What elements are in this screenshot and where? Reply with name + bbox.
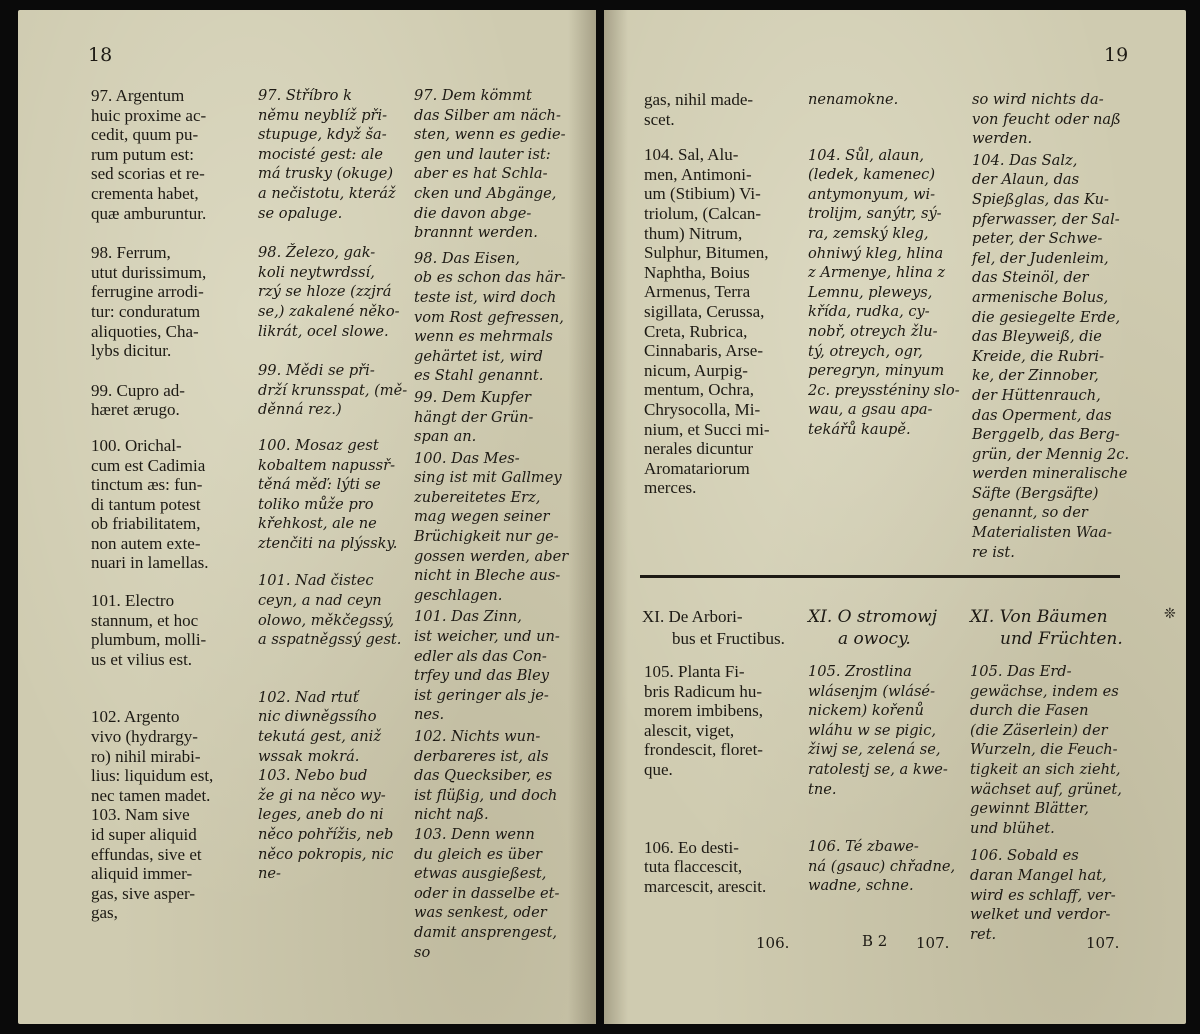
text-line: nes.: [414, 706, 445, 724]
text-line: du gleich es über: [414, 845, 543, 863]
left-page: [18, 10, 596, 1024]
text-line: stannum, et hoc: [91, 610, 199, 630]
text-line: ob friabilitatem,: [91, 514, 201, 534]
text-line: wau, a gsau apa-: [808, 401, 933, 419]
text-line: těná měď: lýti se: [258, 476, 381, 494]
right-page: [604, 10, 1186, 1024]
section-heading-german: [970, 606, 1123, 650]
text-line: 106. Sobald es: [970, 847, 1079, 865]
heading-line: a owocy.: [838, 629, 911, 649]
paragraph: [258, 361, 418, 420]
text-line: 105. Planta Fi-: [644, 662, 745, 681]
text-line: 104. Das Salz,: [972, 151, 1078, 169]
text-line: etwas ausgießest,: [414, 865, 547, 883]
text-line: že gi na něco wy-: [258, 786, 386, 804]
paragraph: [414, 86, 582, 243]
text-line: durch die Fasen: [970, 702, 1089, 720]
text-line: Wurzeln, die Feuch-: [970, 741, 1118, 759]
text-line: Cinnabaris, Arse-: [644, 341, 763, 361]
text-line: Aromatariorum: [644, 458, 750, 478]
text-line: fel, der Judenleim,: [972, 249, 1109, 267]
text-line: wächset auf, grünet,: [970, 780, 1122, 798]
text-line: tigkeit an sich zieht,: [970, 760, 1121, 778]
text-line: z Armenye, hlina z: [808, 264, 946, 282]
text-line: Säfte (Bergsäfte): [972, 484, 1099, 502]
text-line: gossen werden, aber: [414, 547, 569, 565]
text-line: tur: conduratum: [91, 301, 201, 321]
section-heading-czech: [808, 606, 937, 650]
paragraph: [644, 145, 802, 498]
text-line: křehkost, ale ne: [258, 515, 377, 533]
text-line: a nečistotu, kteráž: [258, 184, 396, 202]
text-line: derbareres ist, als: [414, 747, 549, 765]
text-line: kobaltem napussř-: [258, 456, 396, 474]
text-line: žiwj se, zelená se,: [808, 741, 941, 759]
text-line: ist weicher, und un-: [414, 628, 560, 646]
text-line: ná (gsauc) chřadne,: [808, 857, 956, 875]
paragraph: [414, 249, 582, 386]
text-line: das Operment, das: [972, 406, 1112, 424]
text-line: 97. Stříbro k: [258, 87, 352, 104]
text-line: tekutá gest, aniž: [258, 728, 382, 746]
text-line: id super aliquid: [91, 825, 197, 844]
text-line: wlásenjm (wlásé-: [808, 682, 935, 700]
text-line: nec tamen madet.: [91, 785, 211, 805]
heading-line: XI. Von Bäumen: [970, 607, 1108, 627]
paragraph: [970, 846, 1140, 944]
text-line: gas, sive asper-: [91, 883, 195, 903]
text-line: nickem) kořenů: [808, 702, 924, 720]
text-line: 105. Zrostlina: [808, 663, 912, 680]
czech-column-bottom: [808, 662, 968, 896]
text-line: 100. Das Mes-: [414, 449, 520, 467]
catchword-german: 107.: [1086, 934, 1120, 952]
text-line: so: [414, 943, 431, 961]
text-line: mag wegen seiner: [414, 508, 550, 526]
text-line: gas, nihil made-: [644, 90, 754, 109]
paragraph: [808, 146, 968, 440]
paragraph: [970, 662, 1140, 838]
text-line: hæret ærugo.: [91, 400, 180, 420]
paragraph: [258, 571, 418, 649]
text-line: likrát, ocel slowe.: [258, 322, 389, 340]
text-line: nicum, Aurpig-: [644, 360, 748, 380]
text-line: huic proxime ac-: [91, 105, 207, 125]
catchword-latin: 106.: [756, 934, 790, 952]
text-line: von feucht oder naß: [972, 110, 1121, 128]
paragraph: [972, 90, 1140, 149]
text-line: trfey und das Bley: [414, 667, 549, 685]
text-line: 102. Argento: [91, 707, 180, 727]
text-line: 102. Nichts wun-: [414, 728, 541, 745]
text-line: a sspatněgssý gest.: [258, 631, 402, 649]
text-line: 101. Das Zinn,: [414, 608, 522, 626]
paragraph: [808, 837, 968, 896]
text-line: 98. Železo, gak-: [258, 244, 376, 262]
paragraph: [258, 86, 418, 223]
german-column: [414, 86, 582, 962]
text-line: morem imbibens,: [644, 701, 763, 721]
text-line: hängt der Grün-: [414, 408, 534, 426]
text-line: werden mineralische: [972, 465, 1128, 483]
page-number-left: 18: [88, 44, 113, 66]
text-line: werden.: [972, 130, 1033, 148]
text-line: plumbum, molli-: [91, 630, 207, 650]
latin-column: [91, 86, 257, 923]
text-line: bris Radicum hu-: [644, 681, 763, 701]
text-line: tne.: [808, 780, 837, 798]
text-line: má trusky (okuge): [258, 165, 394, 183]
text-line: peregryn, minyum: [808, 362, 945, 380]
text-line: 103. Nebo bud: [258, 767, 368, 785]
text-line: was senkest, oder: [414, 904, 547, 922]
text-line: so wird nichts da-: [972, 91, 1104, 108]
text-line: rzý se hloze (zzjrá: [258, 283, 392, 301]
text-line: koli neytwrdssí,: [258, 263, 375, 281]
text-line: geschlagen.: [414, 586, 503, 604]
text-line: und blühet.: [970, 819, 1055, 837]
text-line: 103. Denn wenn: [414, 825, 535, 843]
text-line: 2c. preyssténiny slo-: [808, 381, 960, 399]
text-line: cum est Cadimia: [91, 455, 206, 475]
text-line: nerales dicuntur: [644, 439, 754, 459]
text-line: grün, der Mennig 2c.: [972, 445, 1130, 463]
paragraph: [644, 838, 802, 897]
text-line: damit ansprengest,: [414, 923, 557, 941]
text-line: ra, zemský kleg,: [808, 224, 929, 242]
text-line: mentum, Ochra,: [644, 380, 754, 400]
text-line: 106. Té zbawe-: [808, 838, 919, 856]
page-number-right: 19: [1104, 44, 1129, 66]
text-line: oder in dasselbe et-: [414, 884, 560, 902]
text-line: peter, der Schwe-: [972, 230, 1103, 248]
text-line: 99. Cupro ad-: [91, 380, 185, 400]
text-line: 101. Electro: [91, 591, 175, 611]
text-line: es Stahl genannt.: [414, 367, 544, 385]
text-line: 99. Dem Kupfer: [414, 388, 531, 406]
text-line: 98. Das Eisen,: [414, 249, 520, 267]
text-line: něco pohřížis, neb: [258, 826, 394, 843]
text-line: gewinnt Blätter,: [970, 800, 1089, 818]
text-line: thum) Nitrum,: [644, 223, 743, 243]
paragraph: [91, 707, 257, 805]
text-line: cedit, quum pu-: [91, 125, 199, 145]
text-line: wird es schlaff, ver-: [970, 886, 1116, 904]
text-line: pferwasser, der Sal-: [972, 210, 1120, 228]
text-line: 97. Argentum: [91, 86, 185, 105]
text-line: lius: liquidum est,: [91, 766, 214, 786]
text-line: ist flüßig, und doch: [414, 786, 558, 804]
text-line: antymonyum, wi-: [808, 185, 936, 203]
paragraph: [414, 449, 582, 606]
text-line: ferrugine arrodi-: [91, 282, 204, 302]
text-line: drží krunsspat, (mě-: [258, 381, 408, 399]
text-line: 100. Orichal-: [91, 435, 182, 455]
text-line: wadne, schne.: [808, 877, 914, 895]
text-line: se,) zakalené něko-: [258, 302, 400, 320]
paragraph: [414, 388, 582, 447]
latin-column-bottom: [644, 662, 802, 896]
text-line: das Bleyweiß, die: [972, 328, 1102, 346]
paragraph: [91, 381, 257, 420]
text-line: Materialisten Waa-: [972, 524, 1112, 542]
text-line: aliquoties, Cha-: [91, 321, 199, 341]
text-line: men, Antimoni-: [644, 164, 752, 184]
text-line: triolum, (Calcan-: [644, 203, 762, 223]
text-line: 97. Dem kömmt: [414, 87, 532, 104]
text-line: ro) nihil mirabi-: [91, 746, 201, 766]
heading-line: XI. O stromowj: [808, 607, 938, 627]
text-line: se opaluge.: [258, 204, 343, 222]
catchword-czech: 107.: [916, 934, 950, 952]
text-line: wláhu w se pigic,: [808, 721, 937, 739]
paragraph: [91, 805, 257, 923]
text-line: welket und verdor-: [970, 906, 1111, 924]
text-line: das Steinöl, der: [972, 269, 1089, 287]
text-line: tý, otreych, ogr,: [808, 342, 923, 360]
text-line: daran Mangel hat,: [970, 866, 1107, 884]
text-line: die gesiegelte Erde,: [972, 308, 1121, 326]
text-line: křída, rudka, cy-: [808, 303, 930, 321]
text-line: di tantum potest: [91, 494, 201, 514]
text-line: 99. Mědi se při-: [258, 362, 375, 380]
section-divider: [640, 575, 1120, 578]
paragraph: [414, 825, 582, 962]
text-line: Creta, Rubrica,: [644, 321, 748, 341]
text-line: (die Zäserlein) der: [970, 721, 1108, 739]
text-line: teste ist, wird doch: [414, 288, 557, 306]
heading-line: bus et Fructibus.: [672, 629, 785, 648]
german-column-bottom: [970, 662, 1140, 944]
text-line: ne-: [258, 865, 281, 883]
text-line: zubereitetes Erz,: [414, 488, 541, 506]
paragraph: [91, 591, 257, 669]
text-line: marcescit, arescit.: [644, 876, 767, 896]
text-line: trolijm, sanýtr, sý-: [808, 205, 942, 223]
text-line: nobř, otreych žlu-: [808, 322, 938, 340]
ornament-icon: ❊: [1164, 606, 1176, 622]
text-line: non autem exte-: [91, 533, 201, 553]
text-line: tuta flaccescit,: [644, 857, 743, 877]
text-line: alescit, viget,: [644, 720, 735, 740]
text-line: ztenčiti na plýssky.: [258, 534, 398, 552]
german-column-top: [972, 90, 1140, 562]
text-line: um (Stibium) Vi-: [644, 184, 761, 204]
text-line: rum putum est:: [91, 144, 194, 164]
text-line: lybs dicitur.: [91, 341, 172, 361]
paragraph: [808, 90, 968, 110]
text-line: toliko může pro: [258, 495, 374, 513]
text-line: nuari in lamellas.: [91, 553, 209, 573]
section-heading-latin: [642, 606, 785, 650]
paragraph: [258, 243, 418, 341]
text-line: gehärtet ist, wird: [414, 347, 543, 365]
text-line: merces.: [644, 478, 697, 498]
text-line: 104. Sal, Alu-: [644, 145, 739, 165]
text-line: nium, et Succi mi-: [644, 419, 770, 439]
watermark: [78, 890, 98, 955]
text-line: wssak mokrá.: [258, 747, 360, 765]
text-line: cken und Abgänge,: [414, 184, 557, 202]
heading-line: XI. De Arbori-: [642, 607, 743, 626]
text-line: scet.: [644, 109, 675, 129]
czech-column: [258, 86, 418, 884]
text-line: olowo, měkčegssý,: [258, 611, 395, 629]
text-line: der Alaun, das: [972, 171, 1080, 189]
text-line: vivo (hydrargy-: [91, 727, 198, 747]
text-line: der Hüttenrauch,: [972, 386, 1101, 404]
text-line: ob es schon das här-: [414, 269, 566, 287]
paragraph: [644, 90, 802, 129]
text-line: genannt, so der: [972, 504, 1088, 522]
text-line: 105. Das Erd-: [970, 663, 1072, 680]
heading-line: und Früchten.: [1000, 629, 1123, 649]
text-line: 101. Nad čistec: [258, 572, 374, 590]
text-line: crementa habet,: [91, 183, 199, 203]
text-line: us et vilius est.: [91, 649, 193, 669]
text-line: ceyn, a nad ceyn: [258, 592, 382, 610]
text-line: Brüchigkeit nur ge-: [414, 528, 559, 546]
text-line: Spießglas, das Ku-: [972, 190, 1109, 208]
text-line: Kreide, die Rubri-: [972, 347, 1105, 365]
text-line: nenamokne.: [808, 91, 899, 108]
text-line: Lemnu, pleweys,: [808, 283, 933, 301]
text-line: Naphtha, Boius: [644, 262, 750, 282]
paragraph: [258, 688, 418, 766]
czech-column-top: [808, 90, 968, 440]
text-line: tekářů kaupě.: [808, 420, 911, 438]
text-line: gewächse, indem es: [970, 682, 1119, 700]
text-line: stupuge, když ša-: [258, 126, 387, 144]
text-line: děnná rez.): [258, 401, 342, 419]
latin-column-top: [644, 90, 802, 498]
text-line: ke, der Zinnober,: [972, 367, 1099, 385]
signature-mark: B 2: [862, 932, 888, 950]
text-line: das Silber am näch-: [414, 106, 561, 124]
text-line: nic diwněgssího: [258, 708, 377, 726]
paragraph: [644, 662, 802, 780]
text-line: 106. Eo desti-: [644, 837, 739, 857]
text-line: edler als das Con-: [414, 647, 547, 665]
text-line: sed scorias et re-: [91, 164, 205, 184]
text-line: effundas, sive et: [91, 844, 202, 864]
text-line: nicht naß.: [414, 806, 489, 824]
text-line: Sulphur, Bitumen,: [644, 243, 769, 263]
text-line: tinctum æs: fun-: [91, 475, 203, 495]
text-line: něco pokropis, nic: [258, 845, 394, 863]
text-line: 104. Sůl, alaun,: [808, 146, 924, 164]
text-line: sten, wenn es gedie-: [414, 126, 566, 144]
paragraph: [91, 243, 257, 361]
text-line: die davon abge-: [414, 204, 532, 222]
text-line: ohniwý kleg, hlina: [808, 244, 944, 262]
text-line: leges, aneb do ni: [258, 806, 384, 824]
text-line: gas,: [91, 903, 118, 923]
text-line: 98. Ferrum,: [91, 243, 171, 263]
text-line: Armenus, Terra: [644, 282, 751, 302]
text-line: ret.: [970, 925, 997, 943]
text-line: frondescit, floret-: [644, 740, 763, 760]
paragraph: [258, 436, 418, 554]
text-line: aliquid immer-: [91, 864, 193, 884]
text-line: Chrysocolla, Mi-: [644, 399, 761, 419]
paragraph: [808, 662, 968, 799]
text-line: re ist.: [972, 543, 1015, 561]
text-line: que.: [644, 759, 673, 779]
paragraph: [258, 766, 418, 884]
text-line: (ledek, kamenec): [808, 166, 936, 184]
paragraph: [414, 607, 582, 725]
text-line: ist geringer als je-: [414, 686, 549, 704]
text-line: span an.: [414, 428, 477, 446]
paragraph: [91, 436, 257, 573]
paragraph: [91, 86, 257, 223]
text-line: 103. Nam sive: [91, 805, 190, 825]
text-line: armenische Bolus,: [972, 288, 1109, 306]
text-line: 102. Nad rtuť: [258, 688, 359, 706]
text-line: 100. Mosaz gest: [258, 436, 379, 454]
text-line: Berggelb, das Berg-: [972, 426, 1120, 444]
text-line: utut durissimum,: [91, 262, 207, 282]
text-line: aber es hat Schla-: [414, 165, 548, 183]
text-line: němu neyblíž při-: [258, 106, 388, 124]
text-line: sing ist mit Gallmey: [414, 469, 562, 487]
text-line: ratolestj se, a kwe-: [808, 760, 948, 778]
paragraph: [972, 151, 1140, 562]
text-line: gen und lauter ist:: [414, 145, 551, 163]
paragraph: [414, 727, 582, 825]
text-line: mocisté gest: ale: [258, 145, 383, 163]
text-line: wenn es mehrmals: [414, 328, 553, 346]
text-line: nicht in Bleche aus-: [414, 567, 561, 585]
text-line: brannnt werden.: [414, 224, 538, 242]
text-line: vom Rost gefressen,: [414, 308, 564, 326]
text-line: das Quecksiber, es: [414, 767, 553, 785]
text-line: sigillata, Cerussa,: [644, 301, 765, 321]
text-line: quæ amburuntur.: [91, 203, 207, 223]
